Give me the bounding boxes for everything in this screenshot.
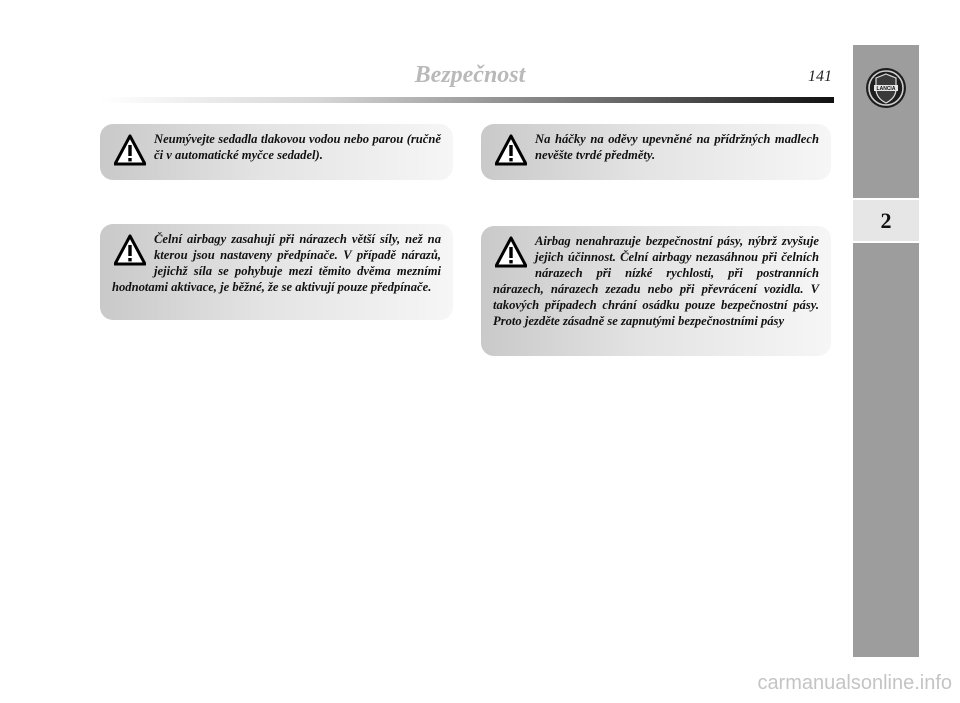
warning-triangle-icon [495, 134, 527, 166]
warning-box [100, 224, 453, 320]
warning-triangle-icon [114, 134, 146, 166]
chapter-number: 2 [880, 207, 892, 233]
warning-box [100, 124, 453, 180]
warning-box [481, 124, 831, 180]
warning-text: Neumývejte sedadla tlakovou vodou nebo parou (ručně či v automatické myčce sedadel). [154, 132, 441, 162]
warning-text: Na háčky na oděvy upevněné na přídržných madlech nevěšte tvrdé předměty. [535, 132, 819, 162]
header-rule [100, 97, 834, 103]
chapter-tab[interactable] [853, 198, 919, 243]
warning-box [481, 226, 831, 356]
page-number: 141 [808, 68, 832, 85]
sidebar [853, 45, 919, 657]
watermark[interactable]: carmanualsonline.info [757, 672, 952, 694]
warning-text: Čelní airbagy zasahují při nárazech větší síly, než na kterou jsou nastaveny předpínače. V případě nárazů, jejichž síla se pohybuje mezi těmito dvěma mezními hodnotami aktivace, je běžné, že se aktivují pouze předpínače. [112, 232, 441, 294]
warning-triangle-icon [495, 236, 527, 268]
lancia-shield-icon [865, 67, 907, 109]
page-title: Bezpečnost [414, 62, 526, 88]
warning-text: Airbag nenahrazuje bezpečnostní pásy, nýbrž zvyšuje jejich účinnost. Čelní airbagy nezasáhnou při čelních nárazech při nízké rychlosti, při postranních nárazech, nárazech zezadu nebo při převrácení vozidla. V takových případech chrání osádku pouze bezpečnostní pásy. Proto jezděte zásadně se zapnutými bezpečnostními pásy [493, 234, 819, 328]
logo-text: LANCIA [876, 86, 896, 92]
warning-triangle-icon [114, 234, 146, 266]
